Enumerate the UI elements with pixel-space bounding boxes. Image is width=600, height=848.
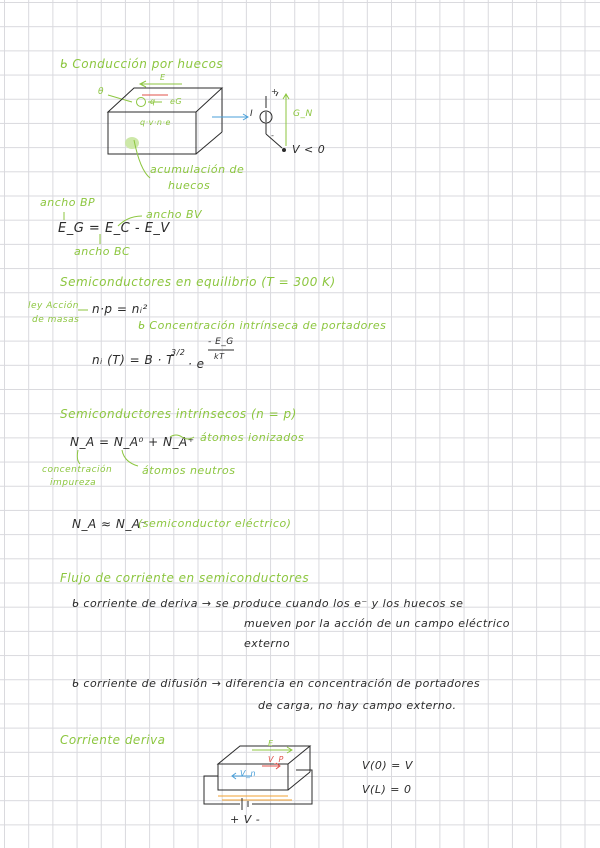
v-negative-label: V < 0 <box>292 143 326 156</box>
ionized-atoms-label: átomos ionizados <box>200 431 305 444</box>
section-title-equilibrio: Semiconductores en equilibrio (T = 300 K) <box>60 275 336 289</box>
ancho-bv-label: ancho BV <box>146 208 203 221</box>
plus-terminal: + <box>271 87 279 96</box>
vp-label: V_P <box>268 755 284 764</box>
concentracion-label: concentración <box>42 465 113 475</box>
current-label: I <box>250 109 254 119</box>
intrinsic-concentration-label: ᑲ Concentración intrínseca de portadores <box>138 319 387 332</box>
na-approx-equation: N_A ≈ N_A⁻ <box>72 517 148 531</box>
accumulation-label: acumulación de <box>150 163 245 176</box>
deriva-line-1: ᑲ corriente de deriva → se produce cuando los e⁻ y los huecos se <box>72 597 464 610</box>
neutral-atoms-label: átomos neutros <box>142 464 236 477</box>
difusion-line-1: ᑲ corriente de difusión → diferencia en concentración de portadores <box>72 677 481 690</box>
deriva-line-2: mueven por la acción de un campo eléctrico <box>244 617 511 630</box>
minus-terminal: - <box>271 131 275 140</box>
difusion-line-2: de carga, no hay campo externo. <box>258 699 457 712</box>
mass-action-equation: n·p = nᵢ² <box>92 302 148 316</box>
ni-equation: nᵢ (T) = B · T <box>92 353 174 367</box>
ley-accion-label: ley Acción <box>28 301 79 311</box>
v0-boundary: V(0) = V <box>362 759 413 772</box>
ley-masas-label: de masas <box>32 315 80 325</box>
na-equation: N_A = N_A⁰ + N_A⁺ <box>70 435 195 449</box>
ancho-bc-label: ancho BC <box>74 245 131 258</box>
semiconductor-electrico-label: (semiconductor eléctrico) <box>138 517 292 530</box>
impureza-label: impureza <box>50 478 97 488</box>
section-title-conduccion-huecos: ᑲ Conducción por huecos <box>60 57 224 71</box>
battery-polarity-label: + V - <box>230 813 261 826</box>
section-title-flujo: Flujo de corriente en semiconductores <box>60 571 310 585</box>
ni-exp-base: · e <box>188 357 205 371</box>
velocity-label: q·v·n·e <box>140 118 171 127</box>
ni-exponent: 3/2 <box>171 348 186 357</box>
vn-label: V_n <box>240 769 257 778</box>
theta-label: θ <box>98 87 105 97</box>
ni-exp-numerator: - E_G <box>208 337 234 347</box>
eg-label: eG <box>170 97 183 106</box>
drift-e-label: E <box>268 739 274 748</box>
e-field-label: E <box>160 73 166 82</box>
deriva-line-3: externo <box>244 637 291 650</box>
ancho-bp-label: ancho BP <box>40 196 96 209</box>
vl-boundary: V(L) = 0 <box>362 783 412 796</box>
ni-exp-denominator: kT <box>214 352 225 361</box>
section-title-intrinsecos: Semiconductores intrínsecos (n = p) <box>60 407 297 421</box>
accumulation-label-2: huecos <box>168 179 211 192</box>
q-label: q <box>150 97 156 106</box>
band-gap-equation: E_G = E_C - E_V <box>58 221 170 236</box>
section-title-corriente-deriva: Corriente deriva <box>60 733 166 747</box>
gn-label: G_N <box>293 109 313 119</box>
